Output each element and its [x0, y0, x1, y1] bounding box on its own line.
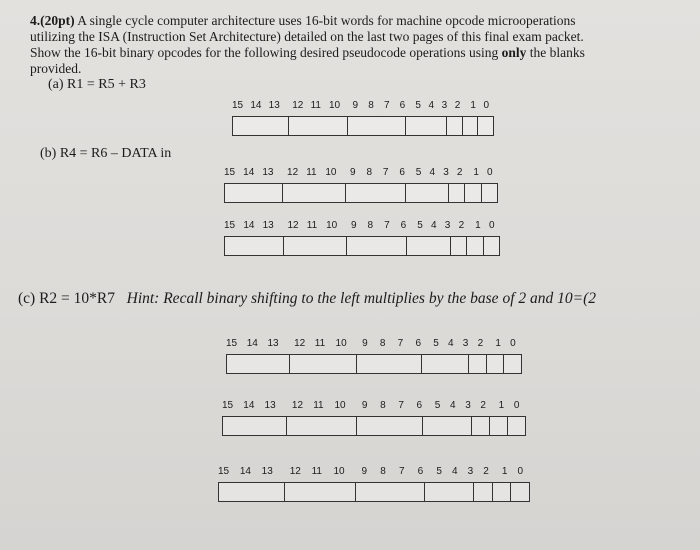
- bit-label: 1: [498, 400, 505, 411]
- bit-label: 15: [224, 167, 236, 178]
- bit-label: 7: [398, 466, 405, 477]
- opcode-blank-field[interactable]: [471, 417, 490, 435]
- bit-label: 1: [470, 100, 476, 111]
- opcode-field-row: [222, 416, 526, 436]
- opcode-blank-field[interactable]: [356, 417, 423, 435]
- bit-label: 15: [232, 100, 244, 111]
- opcode-block-b1: [224, 167, 498, 203]
- bit-label: 10: [326, 220, 338, 231]
- opcode-blank-field[interactable]: [503, 355, 521, 373]
- bit-label: 12: [294, 338, 306, 349]
- bit-position-labels: [222, 400, 526, 413]
- opcode-block-b2: [224, 220, 500, 256]
- emphasis-only: only: [501, 45, 527, 60]
- question-line-3-text: Show the 16-bit binary opcodes for the following desired pseudocode operations using: [30, 45, 499, 60]
- bit-label: 7: [382, 167, 389, 178]
- opcode-blank-field[interactable]: [448, 184, 465, 202]
- opcode-block-c2: [222, 400, 526, 436]
- opcode-blank-field[interactable]: [421, 355, 469, 373]
- bit-label: 15: [222, 400, 234, 411]
- bit-label: 8: [380, 466, 386, 477]
- opcode-blank-field[interactable]: [424, 483, 475, 501]
- opcode-field-row: [218, 482, 530, 502]
- bit-label: 12: [292, 100, 304, 111]
- opcode-blank-field[interactable]: [355, 483, 424, 501]
- bit-label: 0: [487, 167, 493, 178]
- opcode-blank-field[interactable]: [406, 237, 451, 255]
- opcode-blank-field[interactable]: [347, 117, 405, 135]
- question-number: 4.: [30, 13, 41, 28]
- opcode-blank-field[interactable]: [345, 184, 406, 202]
- bit-label: 7: [383, 100, 390, 111]
- opcode-blank-field[interactable]: [481, 184, 497, 202]
- bit-label: 13: [264, 400, 276, 411]
- bit-label: 10: [334, 400, 346, 411]
- bit-label: 12: [289, 466, 301, 477]
- opcode-blank-field[interactable]: [492, 483, 512, 501]
- opcode-blank-field[interactable]: [288, 117, 349, 135]
- opcode-block-c1: [226, 338, 522, 374]
- bit-label: 1: [501, 466, 508, 477]
- bit-label: 5: [417, 220, 423, 231]
- bit-label: 10: [335, 338, 347, 349]
- bit-label: 2: [458, 220, 465, 231]
- bit-label: 4: [452, 466, 458, 477]
- bit-label: 11: [313, 400, 324, 411]
- bit-label: 6: [399, 167, 405, 178]
- part-b-label: (b) R4 = R6 – DATA in: [40, 146, 172, 161]
- opcode-blank-field[interactable]: [223, 417, 287, 435]
- opcode-field-row: [224, 236, 500, 256]
- bit-label: 10: [333, 466, 345, 477]
- bit-label: 8: [366, 167, 373, 178]
- bit-label: 5: [415, 167, 422, 178]
- bit-label: 12: [287, 167, 299, 178]
- bit-label: 15: [224, 220, 236, 231]
- bit-label: 7: [384, 220, 390, 231]
- opcode-blank-field[interactable]: [225, 184, 283, 202]
- opcode-blank-field[interactable]: [289, 355, 358, 373]
- opcode-blank-field[interactable]: [477, 117, 493, 135]
- bit-label: 2: [480, 400, 486, 411]
- opcode-blank-field[interactable]: [422, 417, 471, 435]
- bit-label: 11: [314, 338, 326, 349]
- bit-label: 1: [473, 167, 479, 178]
- opcode-blank-field[interactable]: [483, 237, 499, 255]
- bit-position-labels: [224, 167, 498, 180]
- question-line-2: utilizing the ISA (Instruction Set Architecture) detailed on the last two pages of this final exam packet.: [30, 29, 584, 44]
- opcode-blank-field[interactable]: [473, 483, 493, 501]
- opcode-blank-field[interactable]: [225, 237, 284, 255]
- bit-label: 0: [513, 400, 520, 411]
- bit-label: 3: [462, 338, 469, 349]
- bit-label: 1: [495, 338, 501, 349]
- bit-label: 2: [454, 100, 461, 111]
- opcode-block-c3: [218, 466, 530, 502]
- question-line-4: provided.: [30, 61, 82, 76]
- bit-label: 13: [261, 466, 273, 477]
- bit-label: 7: [397, 338, 404, 349]
- bit-label: 8: [367, 220, 374, 231]
- opcode-blank-field[interactable]: [233, 117, 289, 135]
- bit-label: 3: [465, 400, 471, 411]
- bit-label: 13: [267, 338, 279, 349]
- bit-label: 9: [361, 400, 368, 411]
- opcode-blank-field[interactable]: [356, 355, 422, 373]
- part-a-label: (a) R1 = R5 + R3: [48, 77, 146, 92]
- opcode-blank-field[interactable]: [489, 417, 508, 435]
- bit-label: 0: [510, 338, 516, 349]
- bit-label: 8: [379, 338, 386, 349]
- bit-label: 11: [311, 466, 322, 477]
- opcode-blank-field[interactable]: [219, 483, 285, 501]
- opcode-field-row: [226, 354, 522, 374]
- opcode-block-a: [232, 100, 494, 136]
- opcode-blank-field[interactable]: [286, 417, 356, 435]
- bit-label: 0: [517, 466, 524, 477]
- opcode-field-row: [224, 183, 498, 203]
- question-line-1: [30, 13, 700, 29]
- bit-label: 6: [417, 466, 424, 477]
- bit-position-labels: [218, 466, 530, 479]
- bit-label: 6: [399, 100, 406, 111]
- bit-label: 11: [306, 167, 317, 178]
- bit-label: 9: [361, 466, 368, 477]
- part-c-label: [18, 290, 700, 308]
- bit-position-labels: [226, 338, 522, 351]
- bit-position-labels: [232, 100, 494, 113]
- bit-label: 3: [441, 100, 448, 111]
- question-line-1-text: A single cycle computer architecture uses 16-bit words for machine opcode microoperations: [77, 13, 576, 28]
- bit-label: 2: [477, 338, 484, 349]
- bit-label: 3: [444, 220, 451, 231]
- bit-label: 4: [448, 338, 454, 349]
- bit-label: 13: [262, 220, 274, 231]
- bit-label: 10: [325, 167, 337, 178]
- opcode-blank-field[interactable]: [227, 355, 290, 373]
- part-c-hint: Hint: Recall binary shifting to the left multiplies by the base of 2 and 10=(2: [126, 290, 596, 307]
- bit-label: 3: [467, 466, 474, 477]
- bit-label: 10: [328, 100, 341, 111]
- part-c-equation: (c) R2 = 10*R7: [18, 290, 115, 307]
- bit-label: 11: [310, 100, 321, 111]
- opcode-blank-field[interactable]: [464, 184, 481, 202]
- question-text: [30, 13, 700, 77]
- bit-label: 14: [246, 338, 258, 349]
- bit-label: 0: [488, 220, 495, 231]
- opcode-blank-field[interactable]: [446, 117, 463, 135]
- opcode-blank-field[interactable]: [466, 237, 483, 255]
- bit-label: 13: [262, 167, 274, 178]
- bit-label: 13: [268, 100, 280, 111]
- bit-label: 9: [352, 100, 359, 111]
- question-points: (20pt): [40, 13, 75, 28]
- bit-label: 4: [428, 100, 435, 111]
- bit-label: 12: [291, 400, 304, 411]
- bit-label: 5: [436, 466, 442, 477]
- opcode-blank-field[interactable]: [507, 417, 525, 435]
- bit-label: 2: [456, 167, 463, 178]
- bit-label: 2: [483, 466, 489, 477]
- opcode-blank-field[interactable]: [284, 483, 356, 501]
- opcode-blank-field[interactable]: [405, 117, 448, 135]
- bit-label: 0: [483, 100, 490, 111]
- bit-label: 6: [416, 400, 423, 411]
- bit-label: 6: [400, 220, 407, 231]
- bit-label: 5: [433, 338, 439, 349]
- bit-position-labels: [224, 220, 500, 233]
- opcode-blank-field[interactable]: [405, 184, 450, 202]
- bit-label: 15: [226, 338, 238, 349]
- bit-label: 9: [350, 167, 356, 178]
- bit-label: 1: [475, 220, 481, 231]
- bit-label: 14: [243, 400, 255, 411]
- bit-label: 9: [362, 338, 368, 349]
- bit-label: 4: [429, 167, 436, 178]
- bit-label: 9: [350, 220, 357, 231]
- bit-label: 8: [368, 100, 374, 111]
- opcode-blank-field[interactable]: [486, 355, 505, 373]
- bit-label: 8: [380, 400, 386, 411]
- bit-label: 14: [243, 220, 255, 231]
- opcode-blank-field[interactable]: [462, 117, 479, 135]
- bit-label: 14: [239, 466, 251, 477]
- bit-label: 5: [434, 400, 441, 411]
- bit-label: 4: [431, 220, 437, 231]
- bit-label: 6: [415, 338, 421, 349]
- bit-label: 14: [250, 100, 262, 111]
- bit-label: 14: [243, 167, 255, 178]
- question-line-3-tail: the blanks: [529, 45, 585, 60]
- opcode-blank-field[interactable]: [346, 237, 407, 255]
- bit-label: 5: [415, 100, 421, 111]
- opcode-field-row: [232, 116, 494, 136]
- opcode-blank-field[interactable]: [283, 237, 347, 255]
- opcode-blank-field[interactable]: [468, 355, 487, 373]
- opcode-blank-field[interactable]: [510, 483, 529, 501]
- opcode-blank-field[interactable]: [282, 184, 346, 202]
- bit-label: 11: [306, 220, 318, 231]
- question-line-3: [30, 45, 700, 61]
- bit-label: 7: [398, 400, 404, 411]
- bit-label: 4: [450, 400, 456, 411]
- opcode-blank-field[interactable]: [450, 237, 467, 255]
- bit-label: 12: [287, 220, 299, 231]
- bit-label: 15: [218, 466, 230, 477]
- bit-label: 3: [443, 167, 449, 178]
